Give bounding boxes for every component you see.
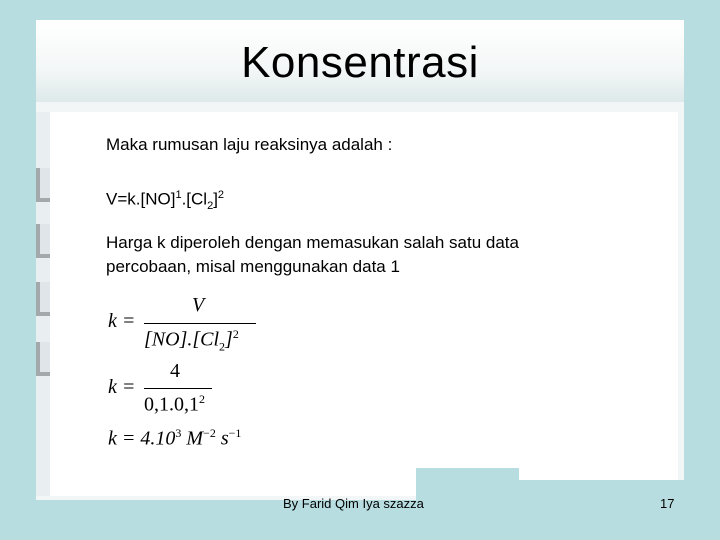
formula3-lhs: k = 4.10 [108, 427, 176, 450]
footer-credit: By Farid Qim Iya szazza [283, 496, 424, 511]
formula2-denominator [144, 392, 205, 417]
fraction-bar [144, 388, 212, 389]
paragraph-line-1: Harga k diperoleh dengan memasukan salah satu data [106, 233, 519, 252]
formula1-den-close: ] [225, 328, 233, 351]
formula2-numerator: 4 [170, 360, 180, 382]
page-number: 17 [660, 496, 675, 511]
slide-title: Konsentrasi [241, 38, 479, 87]
paragraph-line-2: percobaan, misal menggunakan data 1 [106, 257, 400, 276]
formula3-exp3: 3 [175, 426, 182, 440]
rate-law-mid: .[Cl [181, 189, 208, 209]
formula-k-substituted [108, 362, 228, 422]
formula3-exp-m: −2 [203, 426, 216, 440]
formula1-den-sub: 2 [219, 339, 226, 354]
formula1-denominator [144, 327, 239, 355]
formula3-unit-s: s [220, 427, 229, 450]
rate-law-exp2: 2 [217, 189, 225, 201]
formula2-den-exp: 2 [199, 392, 205, 406]
rate-law [106, 184, 224, 217]
rate-law-close: ] [213, 189, 218, 209]
formula3-unit-m: M [186, 427, 204, 450]
rate-law-sub: 2 [207, 200, 214, 213]
formula2-den-base: 0,1.0,1 [144, 393, 199, 416]
rate-law-prefix: V=k.[NO] [106, 189, 176, 209]
formula3-exp-s: −1 [228, 426, 242, 440]
formula-k-general [108, 296, 268, 356]
formula1-lhs: k = [108, 310, 136, 332]
formula1-numerator: V [192, 294, 205, 316]
intro-text: Maka rumusan laju reaksinya adalah : [106, 135, 393, 154]
formula-k-result [108, 426, 241, 451]
rate-law-exp1: 1 [175, 189, 182, 201]
formula1-den-a: [NO].[Cl [144, 328, 220, 351]
formula1-den-exp: 2 [232, 327, 239, 341]
decorative-block [416, 468, 519, 500]
formula2-lhs: k = [108, 376, 136, 398]
fraction-bar [144, 323, 256, 324]
